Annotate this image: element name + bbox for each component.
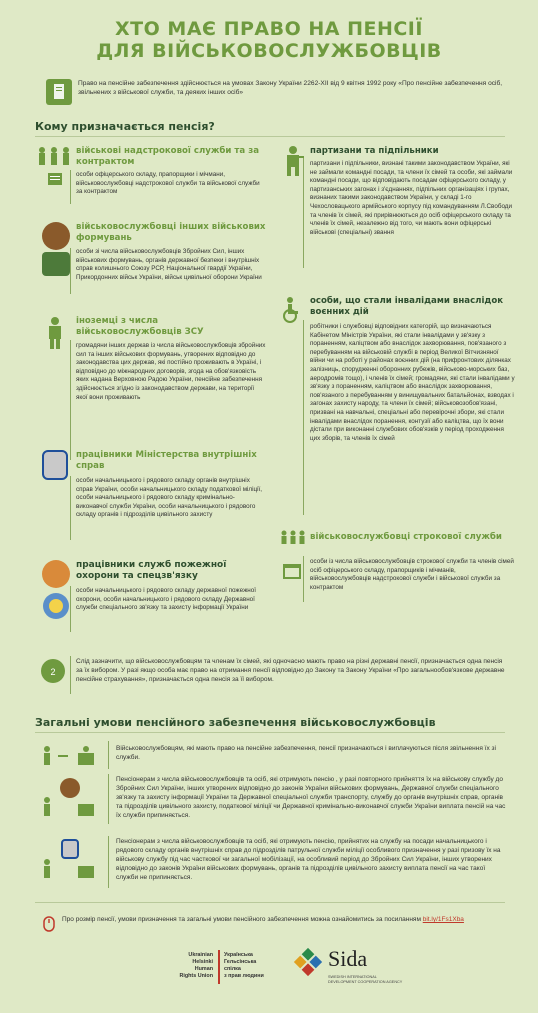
category-text-conscripts: особи із числа військовослужбовців строкової служби та членів сімей осіб офіцерського складу, прапорщиків і мічманів, військовослужбовців надстрокової служби і військової служби за контрактом	[310, 558, 514, 591]
sida-emblem-icon	[292, 946, 324, 983]
law-book-icon	[46, 79, 72, 105]
soldiers-icon	[36, 146, 72, 171]
soldiers-small-icon	[280, 530, 306, 549]
svg-text:2: 2	[50, 667, 56, 677]
partisan-icon	[282, 146, 304, 181]
title-line-2: ДЛЯ ВІЙСЬКОВОСЛУЖБОВЦІВ	[96, 40, 442, 62]
category-title-conscripts: військовослужбовці строкової служби	[310, 532, 502, 542]
police-emblem-icon	[42, 450, 68, 480]
divider	[70, 586, 71, 632]
uhhru-ua-line: Українська	[224, 952, 253, 958]
mouse-click-icon	[42, 914, 56, 937]
re-enlistment-icon	[38, 776, 102, 825]
category-title-disabled: особи, що стали інвалідами внаслідок воєнних дій	[310, 296, 504, 317]
uhhru-logo-ua	[224, 952, 284, 980]
uhhru-en-line: Ukrainian	[188, 952, 213, 958]
sida-sub-line: SWEDISH INTERNATIONAL	[328, 975, 377, 979]
title-line-1: ХТО МАЄ ПРАВО НА ПЕНСІЇ	[115, 18, 423, 40]
condition-1-text: Військовослужбовцям, які мають право на пенсійне забезпечення, пенсії призначаються і виплачуються після звільнення їх зі служби.	[116, 745, 496, 761]
calendar-icon	[282, 562, 302, 585]
sida-subtitle	[328, 975, 408, 985]
category-title-foreigners: іноземці з числа військовослужбовців ЗСУ	[76, 316, 204, 337]
category-title-contract: військові надстрокової служби та за контрактом	[76, 146, 259, 167]
uhhru-en-line: Human	[194, 966, 213, 972]
divider	[70, 340, 71, 460]
fire-service-emblem-icon	[42, 560, 70, 588]
foreign-soldier-icon	[42, 316, 68, 355]
armed-forces-emblem-icon	[42, 222, 70, 250]
divider	[70, 476, 71, 540]
divider	[70, 170, 71, 204]
document-icon	[47, 172, 63, 191]
uhhru-logo-en	[158, 952, 213, 980]
sida-logo-text: Sida	[328, 946, 368, 971]
divider	[108, 774, 109, 824]
divider	[70, 248, 71, 294]
category-title-other-forces: військовослужбовці інших військових формувань	[76, 222, 266, 243]
category-text-partisans: партизани і підпільники, визнані такими законодавством України, які не займали командні посади, та члени їх сімей та особи, які займали командні посади, що відповідають посадам офіцерського складу, у партизанських загонах і з'єднаннях, підпільних організаціях і групах, визнаних такими законодавством України, у складі 1-го Чехословацького армійського корпусу під командуванням Л.Свободи та членів їх сімей, які прирівнюються до осіб офіцерського складу та членів їх сімей, незалежно від того, чи мають вони офіцерські військові (спеціальні) звання	[310, 160, 513, 236]
uhhru-ua-line: Гельсінська	[224, 959, 257, 965]
uhhru-logo-bar-icon	[218, 950, 220, 984]
section-heading-who: Кому призначається пенсія?	[35, 120, 215, 133]
divider	[108, 836, 109, 888]
border-guard-emblem-icon	[42, 252, 70, 276]
page-title	[0, 18, 538, 62]
category-text-fire-service: особи начальницького і рядового складу державної пожежної охорони, особи начальницького і рядового складу Державної служби спеціального зв'язку та захисту інформації України	[76, 587, 257, 612]
choice-icon	[40, 658, 66, 689]
police-service-icon	[38, 838, 102, 887]
uhhru-en-line: Rights Union	[179, 973, 213, 979]
wheelchair-icon	[280, 296, 304, 329]
uhhru-ua-line: спілка	[224, 966, 241, 972]
uhhru-ua-line: з прав людини	[224, 973, 264, 979]
condition-2-text: Пенсіонерам з числа військовослужбовців та осіб, які отримують пенсію , у разі повторного прийняття їх на військову службу до Збройних Сил України, інших утворених відповідно до законів України військових формувань, Державної служби спеціального зв'язку та захисту інформації України та Державної спеціальної служби транспорту, службу до органів внутрішніх справ, органів та підрозділів цивільного захисту, податкової міліції чи Державної кримінально-виконавчої служби України виплата пенсій на час їх служби припиняється.	[116, 776, 506, 819]
double-pension-note: Слід зазначити, що військовослужбовцям та членам їх сімей, які одночасно мають право на різні державні пенсії, призначається одна пенсія за їх вибором. У разі якщо особа має право на отримання пенсії відповідно до Закону та Закону України «Про загальнообов'язкове державне пенсійне страхування», призначається одна пенсія за її вибором.	[76, 658, 505, 683]
special-communications-emblem-icon	[42, 592, 70, 620]
discharge-icon	[38, 745, 102, 774]
section-heading-conditions: Загальні умови пенсійного забезпечення військовослужбовців	[35, 716, 436, 729]
category-text-interior: особи начальницького і рядового складу органів внутрішніх справ України, особи начальницького складу податкової міліції, особи начальницького і рядового складу кримінально-виконавчої служби України, особи начальницького і рядового складу органів і підрозділів цивільного захисту	[76, 477, 262, 519]
divider	[70, 656, 71, 694]
uhhru-en-line: Helsinki	[192, 959, 213, 965]
category-title-interior: працівники Міністерства внутрішніх справ	[76, 450, 257, 471]
divider	[35, 732, 505, 733]
condition-3-text: Пенсіонерам з числа військовослужбовців та осіб, які отримують пенсію, прийнятих на службу на посади начальницького і рядового складу органів внутрішніх справ до підрозділів патрульної служби міліції особливого призначення у разі призову їх на військову службу під час часткової чи загальної мобілізації, на особливий період до Збройних Сил України, інших утворених відповідно до законів України військових формувань, органів та підрозділів цивільного захисту виплата пенсії на час такої служби не припиняється.	[116, 838, 501, 881]
category-text-contract: особи офіцерського складу, прапорщики і мічмани, військовослужбовці надстрокової служби та військової служби за контрактом	[76, 171, 260, 196]
category-text-foreigners: громадяни інших держав із числа військовослужбовців збройних сил та інших військових формувань, утворених відповідно до законодавства цих держав, які постійно проживають в Україні, і відповідно до міжнародних договорів, згода на обов'язковість яких надана Верховною Радою України, пенсійне забезпечення здійснюється згідно із законодавством держави, на території якої вони проживають	[76, 342, 266, 401]
law-text: Право на пенсійне забезпечення здійснюється на умовах Закону України 2262-ХІІ від 9 квітня 1992 року «Про пенсійне забезпечення осіб, звільнених з військової служби, та деяких інших осіб»	[78, 80, 503, 96]
footer-note-text: Про розмір пенсії, умови призначення та загальні умови пенсійного забезпечення можна ознайомитись за посиланням	[62, 916, 421, 923]
divider	[35, 902, 505, 903]
sida-sub-line: DEVELOPMENT COOPERATION AGENCY	[328, 980, 403, 984]
category-text-disabled: робітники і службовці відповідних категорій, що визначаються Кабінетом Міністрів України, які стали інвалідами у зв'язку з пораненням, каліцтвом або внаслідок захворювання, пов'язаного з перебуванням на військовій службі в період Великої Вітчизняної війни чи на роботі у районах воєнних дій (на прифронтових ділянках залізниць, спорудженні оборонних рубежів, військово-морських баз, аеродромів тощо), і членів їх сімей; громадяни, які стали інвалідами у зв'язку з пораненням, каліцтвом або внаслідок захворювання, пов'язаного з перебуванням у винищувальних батальйонах, взводах і загонах захисту народу, та члени їх сімей; військовозобов'язані, призвані на навчальні, спеціальні або перевірочні збори, які стали інвалідами внаслідок поранення, контузії або каліцтва, що їх вони дістали при виконанні службових обов'язків у період проходження цих зборів, та членів їх сімей	[310, 323, 515, 442]
divider	[108, 741, 109, 769]
divider	[303, 320, 304, 515]
category-title-fire-service: працівники служб пожежної охорони та спецзв'язку	[76, 560, 227, 581]
footer-link[interactable]: bit.ly/1Fs1Xba	[422, 916, 464, 923]
divider	[303, 158, 304, 268]
divider	[35, 136, 505, 137]
footer-note	[62, 915, 492, 924]
category-text-other-forces: особи зі числа військовослужбовців Збройних Сил, інших військових формувань, органів державної безпеки і внутрішніх справ колишнього Союзу РСР, Національної гвардії України, Прикордонних військ України, військ цивільної оборони України	[76, 248, 262, 281]
category-title-partisans: партизани та підпільники	[310, 146, 439, 156]
divider	[303, 556, 304, 602]
